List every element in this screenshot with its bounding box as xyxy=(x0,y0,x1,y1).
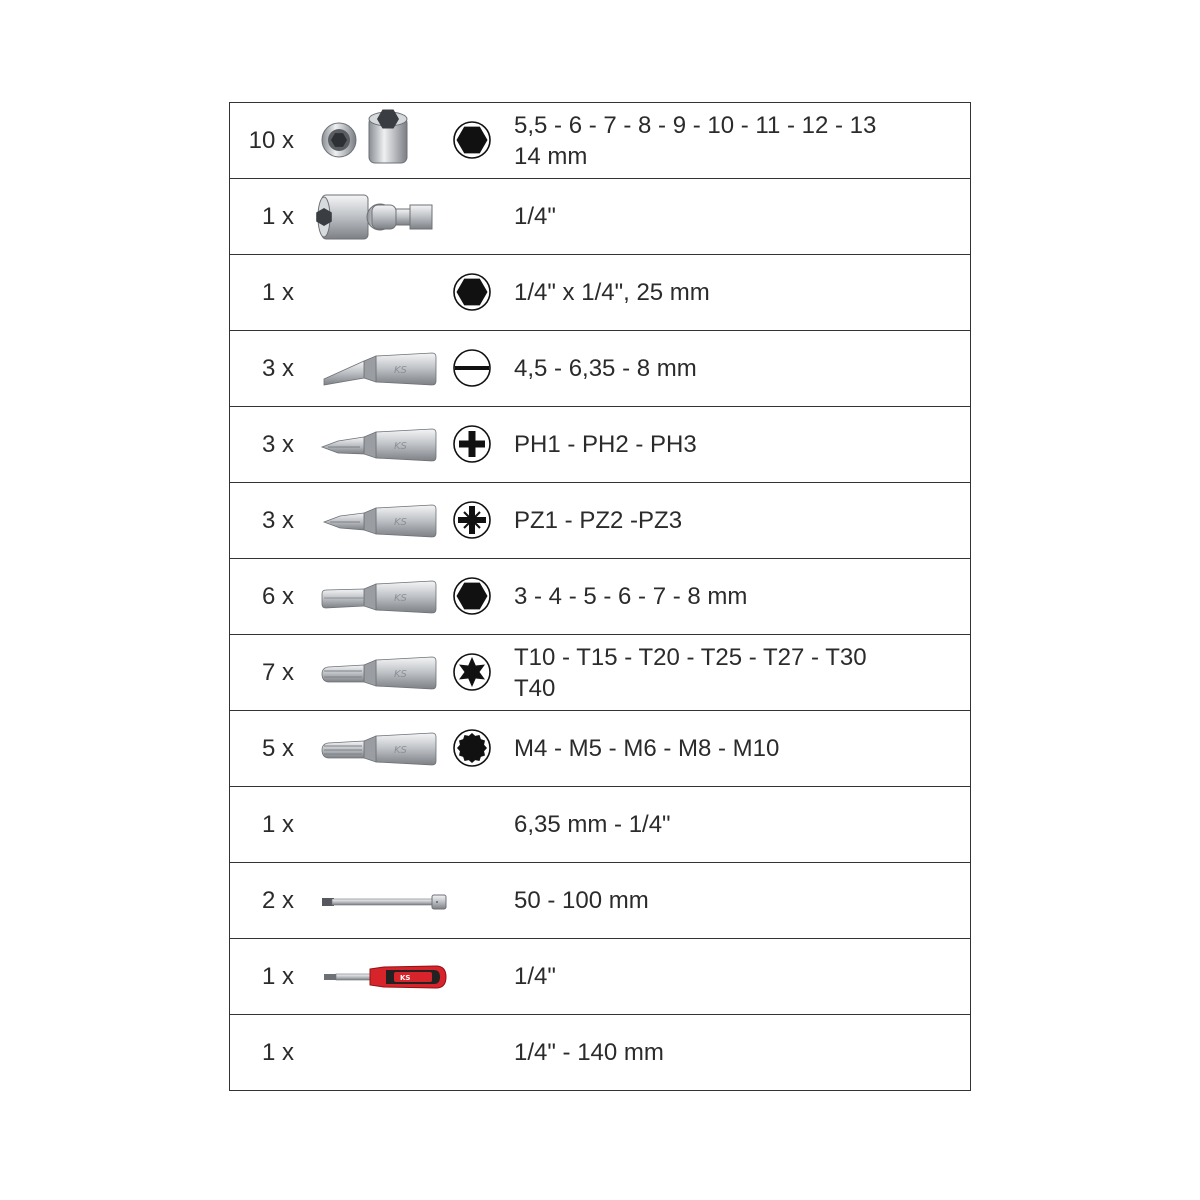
spec-text xyxy=(514,407,960,482)
spec-line: 1/4" x 1/4", 25 mm xyxy=(514,279,710,306)
spec-text xyxy=(514,787,960,862)
table-row xyxy=(230,407,970,483)
spline-icon xyxy=(452,728,492,768)
spec-line: PZ1 - PZ2 -PZ3 xyxy=(514,507,683,534)
table-row xyxy=(230,1015,970,1091)
pozidriv-bit-icon xyxy=(314,487,454,554)
svg-text:KS: KS xyxy=(394,669,407,680)
spec-line: 3 - 4 - 5 - 6 - 7 - 8 mm xyxy=(514,583,748,610)
table-row xyxy=(230,179,970,255)
quantity-label: 3 x xyxy=(261,507,294,534)
table-row xyxy=(230,787,970,863)
table-row xyxy=(230,559,970,635)
quantity-label: 6 x xyxy=(261,583,294,610)
quantity-label: 1 x xyxy=(261,811,294,838)
table-row xyxy=(230,863,970,939)
spec-text xyxy=(514,863,960,938)
spec-line: 5,5 - 6 - 7 - 8 - 9 - 10 - 11 - 12 - 13 xyxy=(514,111,877,139)
svg-text:KS: KS xyxy=(394,365,407,376)
slot-icon xyxy=(452,348,492,388)
spec-line: PH1 - PH2 - PH3 xyxy=(514,431,697,458)
quantity-label: 1 x xyxy=(261,963,294,990)
sockets-icon xyxy=(314,107,454,174)
table-row xyxy=(230,939,970,1015)
quantity-label: 1 x xyxy=(261,203,294,230)
phillips-bit-icon xyxy=(314,411,454,478)
svg-text:KS: KS xyxy=(394,593,407,604)
hex-icon xyxy=(452,272,492,312)
spec-text xyxy=(514,1015,960,1090)
table-row xyxy=(230,711,970,787)
spec-line: 50 - 100 mm xyxy=(514,887,649,914)
spec-line: 1/4" xyxy=(514,203,556,230)
table-row xyxy=(230,483,970,559)
svg-text:KS: KS xyxy=(400,974,411,982)
spec-text xyxy=(514,103,960,178)
spec-text xyxy=(514,331,960,406)
parts-table xyxy=(229,102,971,1091)
spec-line: 1/4" xyxy=(514,963,556,990)
spec-line: M4 - M5 - M6 - M8 - M10 xyxy=(514,735,780,762)
spec-line: 14 mm xyxy=(514,142,588,170)
pozidriv-icon xyxy=(452,500,492,540)
slotted-bit-icon xyxy=(314,335,454,402)
torx-icon xyxy=(452,652,492,692)
table-row xyxy=(230,255,970,331)
extension-bar-icon xyxy=(314,867,454,934)
svg-text:KS: KS xyxy=(394,441,407,452)
spec-text xyxy=(514,483,960,558)
spec-line: 6,35 mm - 1/4" xyxy=(514,811,671,838)
quantity-label: 2 x xyxy=(261,887,294,914)
spec-text xyxy=(514,939,960,1014)
quantity-label: 10 x xyxy=(248,127,294,154)
svg-text:KS: KS xyxy=(394,745,407,756)
quantity-label: 1 x xyxy=(261,279,294,306)
universal-joint-icon xyxy=(314,183,454,250)
table-row xyxy=(230,103,970,179)
spec-text xyxy=(514,711,960,786)
quantity-label: 3 x xyxy=(261,355,294,382)
spec-text xyxy=(514,179,960,254)
spec-text xyxy=(514,255,960,330)
quantity-label: 1 x xyxy=(261,1039,294,1066)
screwdriver-handle-icon xyxy=(314,943,454,1010)
svg-text:KS: KS xyxy=(394,517,407,528)
spec-line: T40 xyxy=(514,674,556,702)
table-row xyxy=(230,635,970,711)
hex-bit-icon xyxy=(314,563,454,630)
spec-text xyxy=(514,635,960,710)
spline-bit-icon xyxy=(314,715,454,782)
hex-icon xyxy=(452,120,492,160)
spec-line: 1/4" - 140 mm xyxy=(514,1039,664,1066)
quantity-label: 5 x xyxy=(261,735,294,762)
table-row xyxy=(230,331,970,407)
phillips-icon xyxy=(452,424,492,464)
quantity-label: 7 x xyxy=(261,659,294,686)
spec-text xyxy=(514,559,960,634)
quantity-label: 3 x xyxy=(261,431,294,458)
torx-bit-icon xyxy=(314,639,454,706)
hex-icon xyxy=(452,576,492,616)
spec-line: T10 - T15 - T20 - T25 - T27 - T30 xyxy=(514,643,867,671)
spec-line: 4,5 - 6,35 - 8 mm xyxy=(514,355,697,382)
